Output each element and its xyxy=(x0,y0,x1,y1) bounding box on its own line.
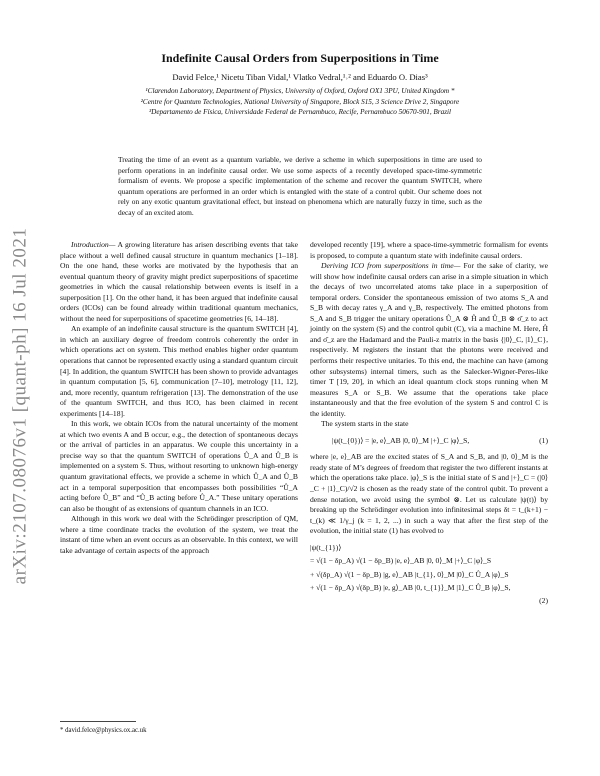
arxiv-stamp-text: arXiv:2107.08076v1 [quant-ph] 16 Jul 2021 xyxy=(9,227,30,585)
equation-2-number: (2) xyxy=(539,596,548,606)
equation-2-line-1: |ψ(t_{1})⟩ xyxy=(310,542,342,552)
equation-1-number: (1) xyxy=(539,435,548,445)
intro-paragraph-3: In this work, we obtain ICOs from the natural uncertainty of the moment at which two events A and B occur, e.g., the detection of spontaneous decays or the arrival of particles in an apparatus. We couple this uncertainty in a precise way so that the quantum SWITCH of operations Û_A and Û_B is implemented on a system S. Thus, without resorting to unknown high-energy quantum gravitational effects, we provide a scheme in which Û_A and Û_B act in a temporal superposition that encompasses both possibilities “Û_A acting before Û_B” and “Û_B acting before Û_A.” These unitary operations can also be thought of as extensions of quantum channels in an ICO. xyxy=(60,419,298,513)
equation-1 xyxy=(310,436,548,447)
arxiv-stamp xyxy=(6,196,34,616)
right-column xyxy=(310,240,548,608)
continuation-paragraph: developed recently [19], where a space-time-symmetric formalism for events is proposed, to compute a quantum state with indefinite causal orders. xyxy=(310,240,548,260)
equation-2-line-3: + √(δp_A) √(1 − δp_B) |g, e⟩_AB |t_{1}, 0⟩_M |0⟩_C Û_A |φ⟩_S xyxy=(310,569,509,579)
paper-title: Indefinite Causal Orders from Superpositions in Time xyxy=(161,51,439,65)
abstract: Treating the time of an event as a quantum variable, we derive a scheme in which superpositions in time are used to perform operations in an indefinite causal order. We use some aspects of a recently developed space-time-symmetric formalism of events. We propose a specific implementation of the scheme and recover the quantum SWITCH, where quantum operations are performed in an order which is entangled with the state of a control qubit. Our scheme does not rely on any exotic quantum gravitational effect, but instead on phenomena which are naturally fuzzy in time, such as the decay of an excited atom. xyxy=(118,155,482,217)
section-heading: Deriving ICO from superpositions in time— xyxy=(321,261,461,271)
left-column xyxy=(60,240,298,556)
intro-paragraph-1-text: A growing literature has arisen describing events that take place without a well defined causal structure in quantum mechanics [1–18]. On the one hand, these works are motivated by the hypothesis that an eventual quantum theory of gravity might predict superpositions of spacetime geometries in which the causal relationship between events is itself in a superposition [1]. On the other hand, it has been argued that indefinite causal orders (ICOs) can be found already within traditional quantum mechanics, without the need for superpositions of spacetime geometries [6, 14–18]. xyxy=(60,240,298,323)
affiliation-2: ²Centre for Quantum Technologies, National University of Singapore, Block S15, 3 Science Drive 2, Singapore xyxy=(140,97,460,106)
affiliation-3: ³Departamento de Física, Universidade Federal de Pernambuco, Recife, Pernambuco 50670-901, Brazil xyxy=(149,108,451,117)
section-paragraph-1-text: For the sake of clarity, we will show how indefinite causal orders can arise in a simple situation in which the decays of two uncorrelated atoms take place in a superposition of temporal orders. Consider the spontaneous emission of two atoms S_A and S_B with decay rates γ_A and γ_B, respectively. The emitted photons from S_A and S_B trigger the unitary operations Û_A ⊗ Ĥ and Û_B ⊗ σ̂_z to act jointly on the system (S) and the control qubit (C), via a machine M. Here, Ĥ and σ̂_z are the Hadamard and the Pauli-z matrix in the basis {|0⟩_C, |1⟩_C}, respectively. M registers the instant that the photons were received and performs their respective unitaries. To this end, the machine can have (among other subsystems) internal timers, such as the Salecker-Wigner-Peres-like timer T [19, 20], in which an ideal quantum clock stops running when M measures S_A or S_B. We assume that the operations take place instantaneously and that the free evolution of the system S and control C is the identity. xyxy=(310,261,548,418)
equation-1-body: |ψ(t_{0})⟩ = |e, e⟩_AB |0, 0⟩_M |+⟩_C |φ⟩_S, xyxy=(332,435,470,445)
intro-heading: Introduction— xyxy=(71,240,116,249)
equation-2-line-2: = √(1 − δp_A) √(1 − δp_B) |e, e⟩_AB |0, 0⟩_M |+⟩_C |φ⟩_S xyxy=(310,556,492,566)
footnote: * david.felce@physics.ox.ac.uk xyxy=(60,727,147,734)
equation-2 xyxy=(310,541,548,608)
author-list: David Felce,¹ Nicetu Tiban Vidal,¹ Vlatko Vedral,¹˒² and Eduardo O. Dias³ xyxy=(172,72,428,82)
intro-paragraph-4: Although in this work we deal with the Schrödinger prescription of QM, where a time coordinate tracks the evolution of the system, we treat the instant of time when an event occurs as an observable. In this context, we will take advantage of certain aspects of the approach xyxy=(60,514,298,555)
intro-paragraph-2: An example of an indefinite causal structure is the quantum SWITCH [4], in which an auxiliary degree of freedom controls coherently the order in which operations act on system. This method enables higher order quantum operations that cannot be represented exactly using a standard quantum circuit [4]. In addition, the quantum SWITCH has been shown to provide advantages in quantum computation [5, 6], communication [7–10], metrology [11, 12], and, more recently, quantum refrigeration [13]. The demonstration of the use of the quantum SWITCH, and thus ICO, has been claimed in recent experiments [14–18]. xyxy=(60,324,298,418)
affiliations xyxy=(60,86,540,118)
intro-paragraph-1 xyxy=(60,240,298,324)
affiliation-1: ¹Clarendon Laboratory, Department of Physics, University of Oxford, Oxford OX1 3PU, United Kingdom * xyxy=(145,87,455,95)
footnote-rule xyxy=(60,721,136,722)
section-paragraph-2: The system starts in the state xyxy=(321,419,409,429)
section-paragraph-1 xyxy=(310,261,548,419)
equation-2-line-4: + √(1 − δp_A) √(δp_B) |e, g⟩_AB |0, t_{1}⟩_M |1⟩_C Û_B |φ⟩_S, xyxy=(310,582,511,592)
section-paragraph-3: where |e, e⟩_AB are the excited states of S_A and S_B, and |0, 0⟩_M is the ready state of M’s degrees of freedom that register the two different instants at which the operations take place. |φ⟩_S is the initial state of S and |+⟩_C = (|0⟩_C + |1⟩_C)/√2 is chosen as the ready state of the control qubit. To prevent a dense notation, we avoid using the symbol ⊗. Let us calculate |ψ(t)⟩ by breaking up the Schrödinger evolution into infinitesimal steps δt = t_(k+1) − t_(k) ≪ 1/γ_j (k = 1, 2, ...) in such a way that after the first step of the evolution, the initial state (1) has evolved to xyxy=(310,452,548,536)
